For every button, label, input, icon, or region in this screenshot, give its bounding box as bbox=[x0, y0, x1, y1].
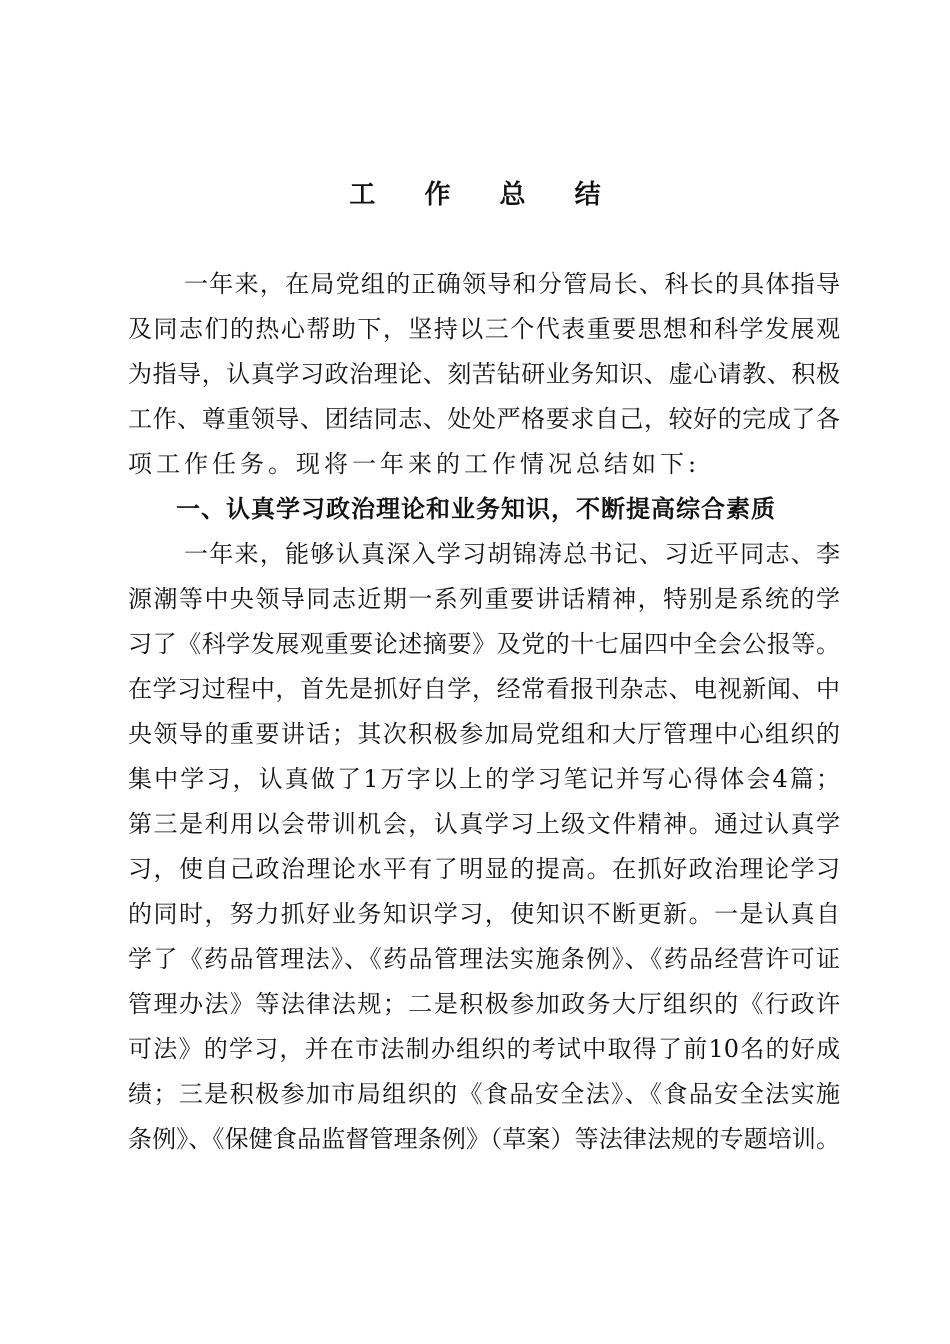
paragraph-line: 及同志们的热心帮助下，坚持以三个代表重要思想和科学发展观 bbox=[128, 315, 840, 343]
paragraph-line: 为指导，认真学习政治理论、刻苦钻研业务知识、虚心请教、积极 bbox=[128, 360, 840, 388]
paragraph-line: 集中学习，认真做了1万字以上的学习笔记并写心得体会4篇； bbox=[128, 765, 840, 793]
paragraph-line: 管理办法》等法律法规；二是积极参加政务大厅组织的《行政许 bbox=[128, 990, 840, 1018]
paragraph-line: 源潮等中央领导同志近期一系列重要讲话精神，特别是系统的学 bbox=[128, 585, 840, 613]
paragraph-line: 项工作任务。现将一年来的工作情况总结如下: bbox=[128, 450, 701, 478]
paragraph-line: 习了《科学发展观重要论述摘要》及党的十七届四中全会公报等。 bbox=[128, 630, 840, 658]
section-heading: 一、认真学习政治理论和业务知识，不断提高综合素质 bbox=[176, 495, 776, 523]
paragraph-line: 工作、尊重领导、团结同志、处处严格要求自己，较好的完成了各 bbox=[128, 405, 840, 433]
paragraph-line: 一年来，在局党组的正确领导和分管局长、科长的具体指导 bbox=[184, 270, 840, 298]
document-body bbox=[128, 262, 840, 1162]
paragraph-line: 第三是利用以会带训机会，认真学习上级文件精神。通过认真学 bbox=[128, 810, 840, 838]
paragraph-line: 央领导的重要讲话；其次积极参加局党组和大厅管理中心组织的 bbox=[128, 720, 840, 748]
paragraph-line: 的同时，努力抓好业务知识学习，使知识不断更新。一是认真自 bbox=[128, 900, 840, 928]
paragraph-line: 学了《药品管理法》、《药品管理法实施条例》、《药品经营许可证 bbox=[128, 945, 840, 973]
paragraph-line: 条例》、《保健食品监督管理条例》（草案）等法律法规的专题培训。 bbox=[128, 1125, 840, 1153]
paragraph-line: 一年来，能够认真深入学习胡锦涛总书记、习近平同志、李 bbox=[184, 540, 840, 568]
paragraph-line: 习，使自己政治理论水平有了明显的提高。在抓好政治理论学习 bbox=[128, 855, 840, 883]
paragraph-line: 可法》的学习，并在市法制办组织的考试中取得了前10名的好成 bbox=[128, 1035, 840, 1063]
paragraph-line: 绩；三是积极参加市局组织的《食品安全法》、《食品安全法实施 bbox=[128, 1080, 840, 1108]
paragraph-line: 在学习过程中，首先是抓好自学，经常看报刊杂志、电视新闻、中 bbox=[128, 675, 840, 703]
document-title: 工 作 总 结 bbox=[349, 180, 621, 210]
